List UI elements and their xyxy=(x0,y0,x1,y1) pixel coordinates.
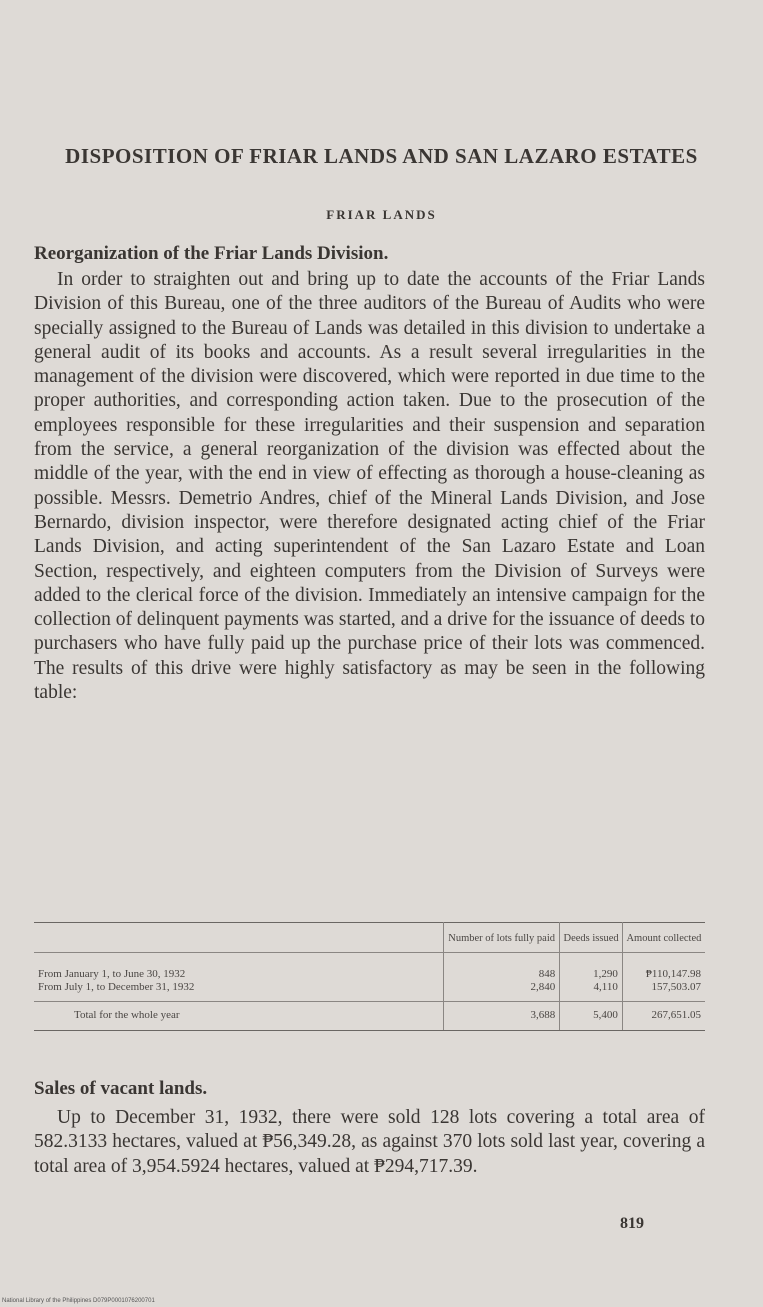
table-header-lots: Number of lots fully paid xyxy=(444,923,560,953)
page-number: 819 xyxy=(620,1215,644,1232)
total-lots: 3,688 xyxy=(444,1002,560,1031)
table-header-deeds: Deeds issued xyxy=(560,923,623,953)
total-amount: 267,651.05 xyxy=(622,1002,705,1031)
page-title: DISPOSITION OF FRIAR LANDS AND SAN LAZARO ESTATES xyxy=(65,144,698,168)
results-table xyxy=(34,922,705,1031)
table-header-blank xyxy=(34,923,444,953)
row-label: From January 1, to June 30, 1932 xyxy=(38,968,186,980)
section-heading-sales: Sales of vacant lands. xyxy=(34,1078,208,1099)
table-row xyxy=(34,981,705,1002)
paragraph-reorganization: In order to straighten out and bring up to date the accounts of the Friar Lands Division of this Bureau, one of the three auditors of the Bureau of Audits who were specially assigned to the Bureau of Lands was detailed in this division to undertake a general audit of its books and accounts. As a result several irregularities in the management of the division were discovered, which were reported in due time to the proper authorities, and corresponding action taken. Due to the prosecution of the employees responsible for these irregularities and their suspension and separation from the service, a general reorganization of the division was effected about the middle of the year, with the end in view of effecting as thorough a house-cleaning as possible. Messrs. Demetrio Andres, chief of the Mineral Lands Division, and Jose Bernardo, division inspector, were therefore designated acting chief of the Friar Lands Division, and acting superintendent of the San Lazaro Estate and Loan Section, respectively, and eighteen computers from the Division of Surveys were added to the clerical force of the division. Immediately an intensive campaign for the collection of delinquent payments was started, and a drive for the issuance of deeds to purchasers who have fully paid up the purchase price of their lots was commenced. The results of this drive were highly satisfactory as may be seen in the following table: xyxy=(34,269,705,704)
table-total-row xyxy=(34,1002,705,1031)
paragraph-sales: Up to December 31, 1932, there were sold 128 lots covering a total area of 582.3133 hectares, valued at ₱56,349.28, as against 370 lots sold last year, covering a total area of 3,954.5924 hectares, valued at ₱294,717.39. xyxy=(34,1107,705,1177)
row-label: From July 1, to December 31, 1932 xyxy=(38,981,195,993)
section-subheading: FRIAR LANDS xyxy=(326,207,437,222)
table-header-amount: Amount collected xyxy=(622,923,705,953)
section-heading-reorganization: Reorganization of the Friar Lands Division. xyxy=(34,243,389,264)
row-amount: ₱110,147.98 xyxy=(622,953,705,982)
row-lots: 848 xyxy=(444,953,560,982)
row-deeds: 4,110 xyxy=(560,981,623,1002)
row-deeds: 1,290 xyxy=(560,953,623,982)
footer-credit: National Library of the Philippines D079P0001076200701 xyxy=(2,1298,155,1304)
row-lots: 2,840 xyxy=(444,981,560,1002)
row-amount: 157,503.07 xyxy=(622,981,705,1002)
total-label: Total for the whole year xyxy=(34,1002,444,1031)
total-deeds: 5,400 xyxy=(560,1002,623,1031)
table-row xyxy=(34,953,705,982)
